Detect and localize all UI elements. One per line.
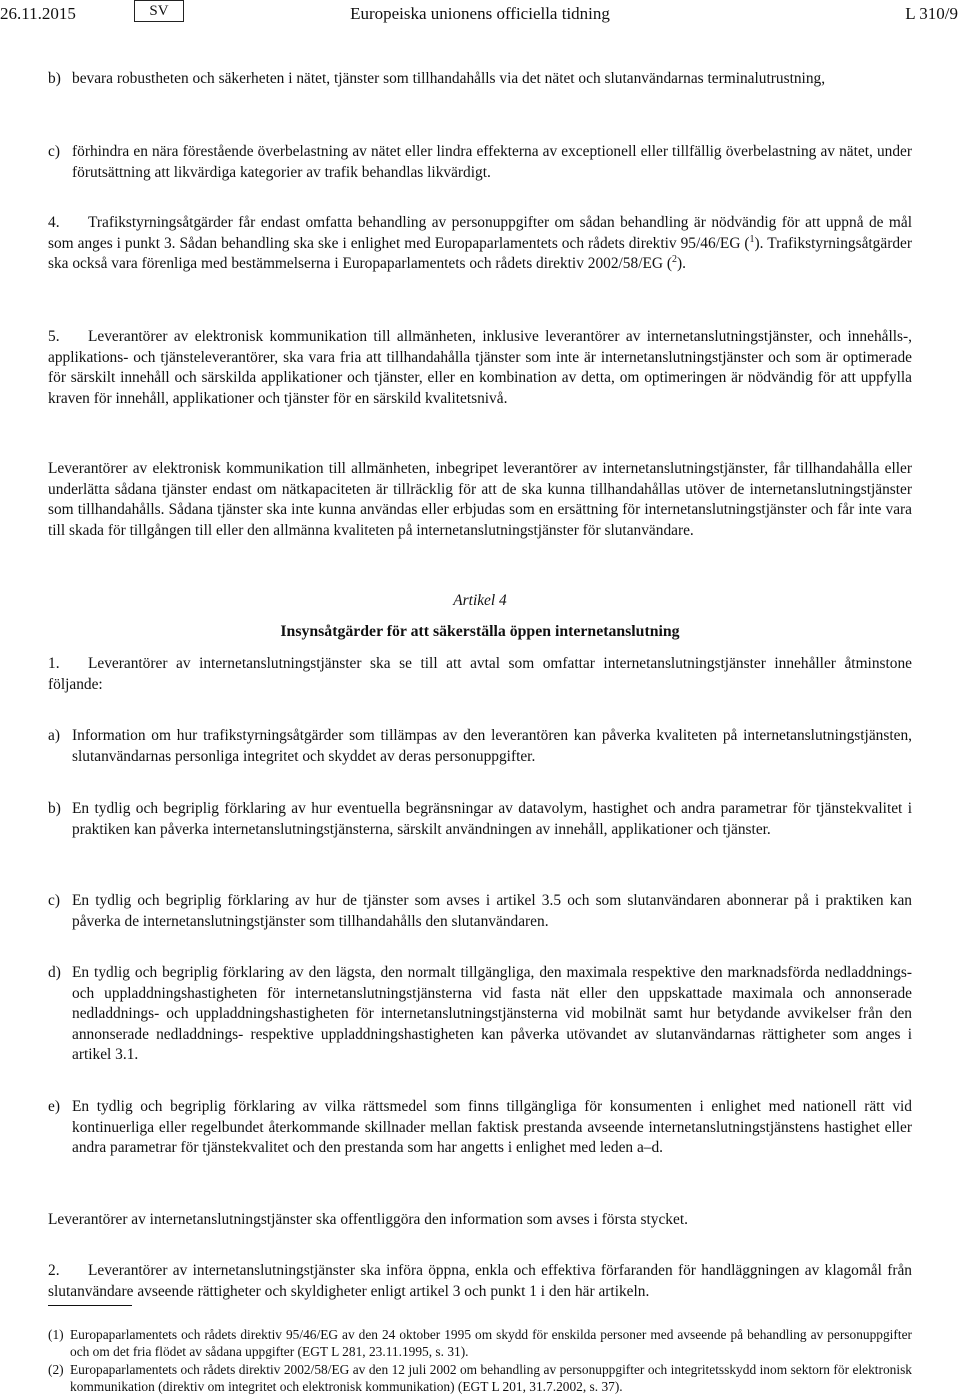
- item-text: En tydlig och begriplig förklaring av den lägsta, den normalt tillgängliga, den maximala respektive den marknadsförda nedladdnings- och uppladdningshastigheten för internetanslutningstjänsterna vid fasta nät eller den uppskattade maximala och annonserade nedladdnings- och uppladdningshastigheten för internetanslutningstjänsterna vid mobilnät samt hur betydande avvikelser från den annonserade nedladdnings- respektive uppladdningshastigheten kan påverka utövandet av slutanvändarnas rättigheter som anges i artikel 3.1.: [72, 964, 912, 1064]
- paragraph-number: 2.: [48, 1262, 60, 1279]
- item-text: En tydlig och begriplig förklaring av hur eventuella begränsningar av datavolym, hastighet och andra parametrar för tjänstekvalitet i praktiken kan påverka internetanslutningstjänsterna, särskilt användningen av innehåll, applikationer och tjänster.: [72, 800, 912, 838]
- paragraph-4: [48, 213, 912, 275]
- list-item-a: [48, 726, 912, 767]
- paragraph-text-part: Trafikstyrningsåtgärder får endast omfatta behandling av personuppgifter om sådan behandling är nödvändig för att uppnå de mål som anges i punkt 3. Sådan behandling ska ske i enlighet med Europaparlamentets och rådets direktiv 95/46/EG (: [48, 214, 912, 252]
- list-item-b: [48, 69, 912, 90]
- language-badge: SV: [134, 0, 184, 22]
- list-item-b2: [48, 799, 912, 840]
- footnote-label: (2): [48, 1362, 64, 1377]
- page-header: [0, 0, 960, 26]
- footnote-text: Europaparlamentets och rådets direktiv 2002/58/EG av den 12 juli 2002 om behandling av personuppgifter och integritetsskydd inom sektorn för elektronisk kommunikation (direktiv om integritet och elektronisk kommunikation) (EGT L 201, 31.7.2002, s. 37).: [70, 1362, 912, 1394]
- item-label: c): [48, 892, 60, 909]
- header-date: 26.11.2015: [0, 4, 76, 23]
- page-reference: L 310/9: [905, 4, 958, 23]
- journal-title: Europeiska unionens officiella tidning: [350, 4, 610, 23]
- list-item-d: [48, 963, 912, 1066]
- paragraph-number: 1.: [48, 655, 60, 672]
- paragraph-text: Leverantörer av internetanslutningstjänster ska införa öppna, enkla och effektiva förfaranden för handläggningen av klagomål från slutanvändare avseende rättigheter och skyldigheter enligt artikel 3 och punkt 1 i den här artikeln.: [48, 1262, 912, 1300]
- item-text: Information om hur trafikstyrningsåtgärder som tillämpas av den leverantören kan påverka kvaliteten på internetanslutningstjänsten, slutanvändarnas personliga integritet och skyddet av deras personuppgifter.: [72, 727, 912, 765]
- item-label: a): [48, 727, 60, 744]
- footnote-ref[interactable]: 1: [749, 233, 755, 245]
- article-paragraph-1-end: Leverantörer av internetanslutningstjänster ska offentliggöra den information som avses i första stycket.: [48, 1211, 688, 1228]
- article-title: Artikel 4: [453, 592, 507, 609]
- item-label: b): [48, 800, 61, 817]
- item-label: b): [48, 70, 61, 87]
- list-item-c: [48, 142, 912, 183]
- footnote-divider: [48, 1305, 132, 1306]
- article-paragraph-1: [48, 654, 912, 695]
- item-label: e): [48, 1098, 60, 1115]
- paragraph-number: 4.: [48, 214, 60, 231]
- paragraph-text-part: ). Trafikstyrningsåtgärder ska också vara förenliga med bestämmelserna i Europaparlamentets och rådets direktiv 2002/58/EG (: [48, 234, 912, 273]
- item-label: c): [48, 143, 60, 160]
- footnote-label: (1): [48, 1327, 64, 1342]
- paragraph-number: 5.: [48, 328, 60, 345]
- paragraph-text-part: ).: [676, 255, 686, 273]
- footnote-ref[interactable]: 2: [671, 254, 677, 266]
- paragraph-5-continued: Leverantörer av elektronisk kommunikation till allmänheten, inbegripet leverantörer av internetanslutningstjänster, får tillhandahålla eller underlätta sådana tjänster endast om nätkapaciteten är tillräcklig för att de ska kunna tillhandahållas utöver de internetanslutningstjänster som tillhandahålls. Sådana tjänster ska inte kunna användas eller erbjudas som en ersättning för internetanslutningstjänster och får inte vara till skada för tillgången till eller den allmänna kvaliteten på internetanslutningstjänster för slutanvändare.: [48, 460, 912, 539]
- paragraph-text: Leverantörer av internetanslutningstjänster ska se till att avtal som omfattar internetanslutningstjänster innehåller åtminstone följande:: [48, 655, 912, 693]
- list-item-e: [48, 1097, 912, 1159]
- article-paragraph-2: [48, 1261, 912, 1302]
- item-text: bevara robustheten och säkerheten i nätet, tjänster som tillhandahålls via det nätet och slutanvändarnas terminalutrustning,: [72, 70, 826, 87]
- item-text: En tydlig och begriplig förklaring av vilka rättsmedel som finns tillgängliga för konsumenten i enlighet med nationell rätt vid kontinuerliga eller regelbundet återkommande skillnader mellan faktisk prestanda avseende internetanslutningstjänstens hastighet eller andra parametrar för tjänstekvalitet och den prestanda som har angetts i enlighet med leden a–d.: [72, 1098, 912, 1157]
- footnote-1: [48, 1326, 912, 1360]
- footnote-text: Europaparlamentets och rådets direktiv 95/46/EG av den 24 oktober 1995 om skydd för enskilda personer med avseende på behandling av personuppgifter och om det fria flödet av sådana uppgifter (EGT L 281, 23.11.1995, s. 31).: [70, 1327, 912, 1359]
- list-item-c2: [48, 891, 912, 932]
- footnote-2: [48, 1361, 912, 1395]
- paragraph-5: [48, 327, 912, 409]
- item-label: d): [48, 964, 61, 981]
- paragraph-text: Leverantörer av elektronisk kommunikation till allmänheten, inklusive leverantörer av internetanslutningstjänster, och innehålls-, applikations- och tjänsteleverantörer, ska vara fria att tillhandahålla tjänster som inte är internetanslutningstjänster och som är optimerade för särskilt innehåll och särskilda applikationer och tjänster, eller en kombination av detta, om optimeringen är nödvändig för att uppfylla kraven för innehåll, applikationer och tjänster för en särskild kvalitetsnivå.: [48, 328, 912, 407]
- item-text: förhindra en nära förestående överbelastning av nätet eller lindra effekterna av exceptionell eller tillfällig överbelastning av nätet, under förutsättning att likvärdiga kategorier av trafik behandlas likvärdigt.: [72, 143, 912, 181]
- item-text: En tydlig och begriplig förklaring av hur de tjänster som avses i artikel 3.5 och som slutanvändaren abonnerar på i praktiken kan påverka de internetanslutningstjänster som tillhandahålls den slutanvändaren.: [72, 892, 912, 930]
- article-heading: Insynsåtgärder för att säkerställa öppen internetanslutning: [280, 623, 680, 640]
